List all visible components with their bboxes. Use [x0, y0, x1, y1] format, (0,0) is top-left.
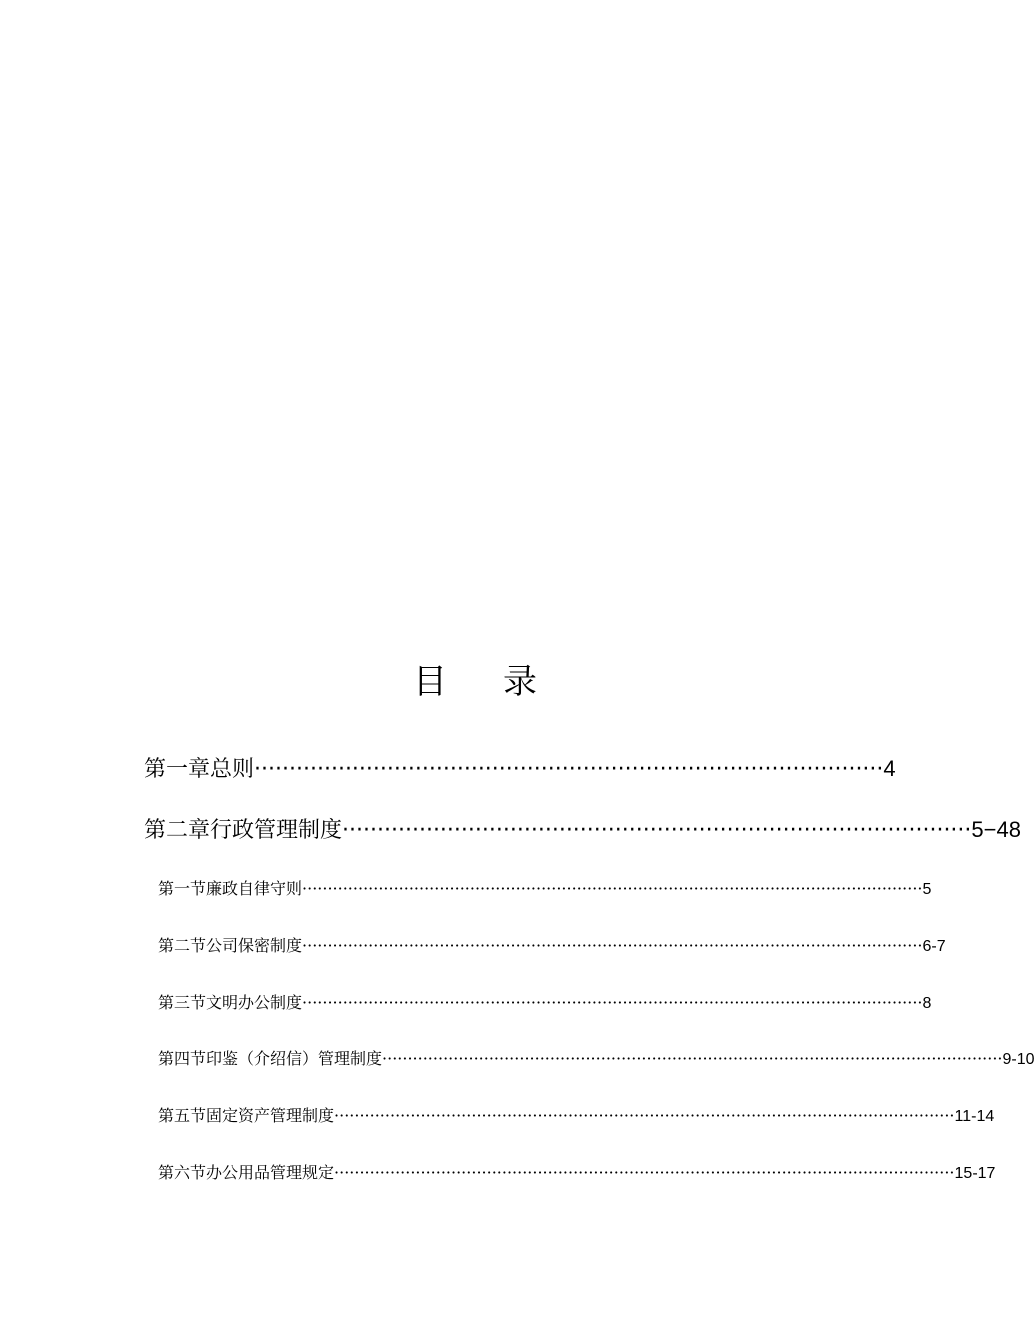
section-title: 廉政自律守则 — [206, 879, 303, 898]
toc-title-char-2: 录 — [503, 662, 537, 702]
toc-section-2[interactable] — [158, 934, 946, 959]
section-page: 5 — [922, 881, 932, 898]
leader-dots: ·························································································································· — [382, 1049, 1003, 1068]
leader-dots: ·························································································································· — [302, 936, 923, 955]
section-number: 第一节 — [158, 879, 207, 898]
leader-dots: ·························································································· — [254, 757, 884, 782]
section-title: 印鉴（介绍信）管理制度 — [206, 1049, 383, 1068]
leader-dots: ·························································································· — [342, 818, 972, 843]
section-number: 第四节 — [158, 1049, 207, 1068]
section-page: 6-7 — [922, 938, 946, 955]
leader-dots: ·························································································································· — [334, 1163, 955, 1182]
section-number: 第三节 — [158, 993, 207, 1012]
section-number: 第六节 — [158, 1163, 207, 1182]
chapter-number: 第一章 — [144, 757, 211, 782]
chapter-page: 4 — [883, 756, 896, 781]
section-page: 15-17 — [954, 1165, 996, 1182]
section-page: 8 — [922, 995, 932, 1012]
toc-title — [0, 660, 950, 704]
leader-dots: ·························································································································· — [334, 1106, 955, 1125]
chapter-title: 总则 — [210, 757, 255, 782]
toc-section-4[interactable] — [158, 1047, 1035, 1072]
chapter-title: 行政管理制度 — [210, 818, 343, 843]
section-title: 办公用品管理规定 — [206, 1163, 335, 1182]
toc-chapter-1[interactable] — [144, 754, 896, 785]
section-number: 第二节 — [158, 936, 207, 955]
chapter-number: 第二章 — [144, 818, 211, 843]
section-title: 文明办公制度 — [206, 993, 303, 1012]
toc-title-char-1: 目 — [413, 662, 447, 702]
toc-chapter-2[interactable] — [144, 815, 1021, 846]
leader-dots: ·························································································································· — [302, 993, 923, 1012]
section-number: 第五节 — [158, 1106, 207, 1125]
toc-section-5[interactable] — [158, 1104, 995, 1129]
section-page: 11-14 — [954, 1108, 995, 1125]
section-title: 公司保密制度 — [206, 936, 303, 955]
chapter-page: 5−48 — [971, 817, 1021, 842]
toc-section-1[interactable] — [158, 877, 932, 902]
leader-dots: ·························································································································· — [302, 879, 923, 898]
toc-section-6[interactable] — [158, 1161, 996, 1186]
section-page: 9-10 — [1002, 1051, 1035, 1068]
toc-section-3[interactable] — [158, 991, 932, 1016]
section-title: 固定资产管理制度 — [206, 1106, 335, 1125]
